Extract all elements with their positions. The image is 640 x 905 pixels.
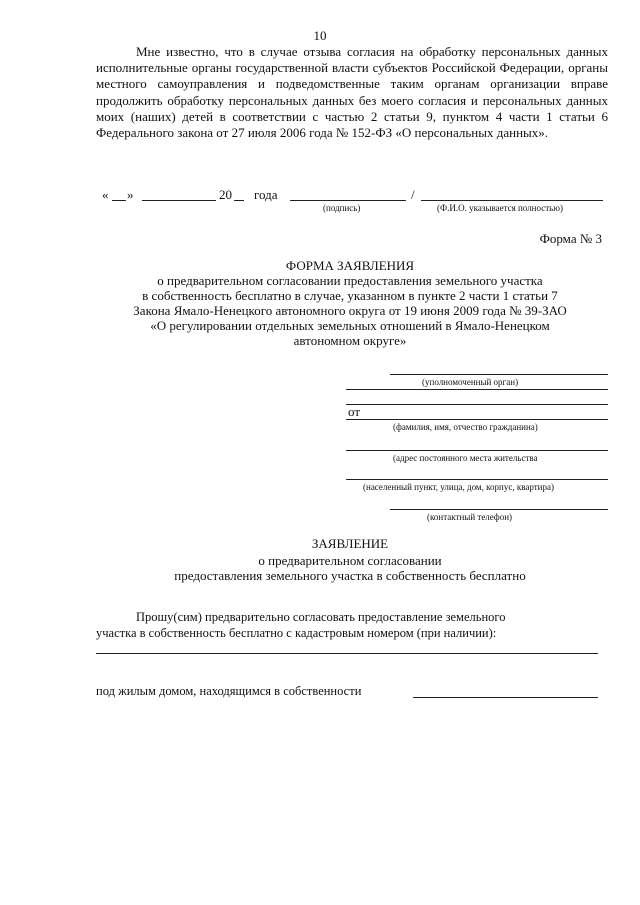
signature-field[interactable] [290, 200, 406, 201]
day-field[interactable] [112, 200, 126, 201]
residence-caption: (адрес постоянного места жительства [393, 453, 538, 463]
full-name-caption: (Ф.И.О. указывается полностью) [437, 203, 563, 213]
phone-caption: (контактный телефон) [427, 512, 513, 522]
slash-separator: / [411, 187, 415, 202]
application-subtitle: предоставления земельного участка в собственность бесплатно [174, 568, 526, 583]
phone-field[interactable] [390, 509, 608, 510]
authority-field-3[interactable] [346, 404, 608, 405]
request-text-line: Прошу(сим) предварительно согласовать предоставление земельного [136, 610, 506, 624]
citizen-name-caption: (фамилия, имя, отчество гражданина) [393, 422, 538, 432]
authority-field-2[interactable] [346, 389, 608, 390]
page-number: 10 [313, 28, 327, 43]
signature-caption: (подпись) [323, 203, 361, 213]
consent-text: Мне известно, что в случае отзыва согласия на обработку персональных данных исполнительные органы государственной власти субъектов Российской Федерации, органы местного самоуправления и подведомственные таким органам организации вправе продолжить обработку персональных данных без моего согласия и персональных данных моих (наших) детей в соответствии с частью 2 статьи 9, пунктом 4 части 1 статьи 6 Федерального закона от 27 июля 2006 года № 152-ФЗ «О персональных данных». [96, 44, 608, 141]
full-name-field[interactable] [421, 200, 603, 201]
form-title-line: о предварительном согласовании предоставления земельного участка [157, 273, 543, 288]
residence-field[interactable] [346, 450, 608, 451]
citizen-name-field[interactable] [346, 419, 608, 420]
application-subtitle: о предварительном согласовании [258, 553, 442, 568]
date-quote-open: « [102, 187, 109, 202]
address-field[interactable] [346, 479, 608, 480]
date-quote-close: » [127, 187, 134, 202]
form-number: Форма № 3 [539, 231, 602, 246]
form-title-line: автономном округе» [293, 333, 407, 348]
year-suffix: года [254, 187, 278, 202]
address-caption: (населенный пункт, улица, дом, корпус, квартира) [363, 482, 554, 492]
authority-field[interactable] [390, 374, 608, 375]
cadastral-number-field[interactable] [96, 653, 598, 654]
house-ownership-field[interactable] [413, 697, 598, 698]
year-prefix: 20 [219, 187, 232, 202]
from-label: от [348, 404, 361, 419]
form-title-line: «О регулировании отдельных земельных отношений в Ямало-Ненецком [150, 318, 550, 333]
form-title-line: Закона Ямало-Ненецкого автономного округа от 19 июня 2009 года № 39-ЗАО [133, 303, 567, 318]
application-title: ЗАЯВЛЕНИЕ [311, 536, 389, 551]
month-field[interactable] [142, 200, 216, 201]
form-title-line: в собственность бесплатно в случае, указанном в пункте 2 части 1 статьи 7 [142, 288, 558, 303]
year-field[interactable] [234, 200, 244, 201]
house-ownership-label: под жилым домом, находящимся в собственности [96, 684, 362, 698]
authority-caption: (уполномоченный орган) [422, 377, 519, 387]
consent-paragraph [96, 44, 608, 141]
request-text-line: участка в собственность бесплатно с кадастровым номером (при наличии): [96, 626, 497, 640]
form-heading: ФОРМА ЗАЯВЛЕНИЯ [285, 258, 415, 273]
